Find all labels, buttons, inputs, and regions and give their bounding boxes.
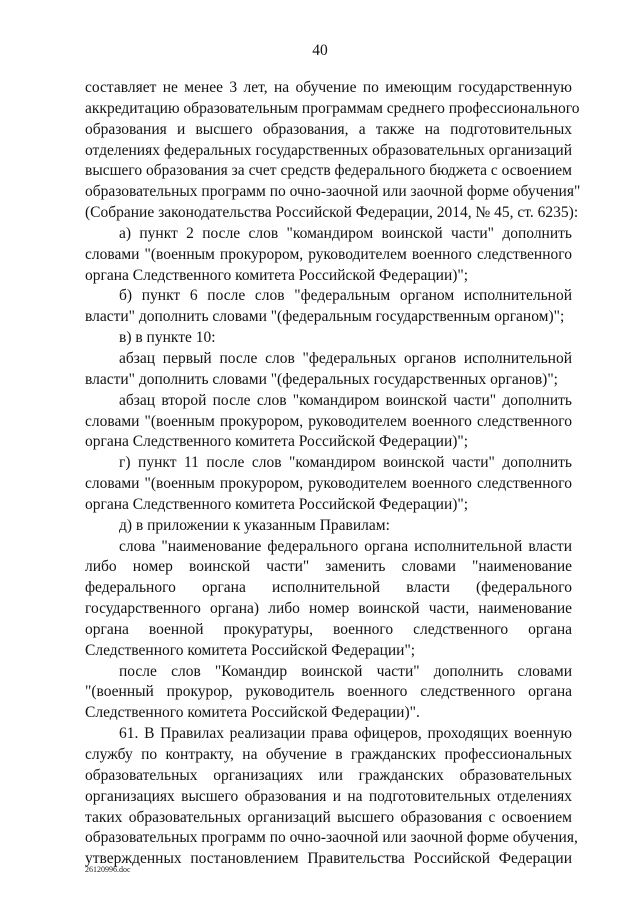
text-line: образовательных программ по очно-заочной или заочной форме обучения,: [85, 829, 578, 847]
text-line: абзац второй после слов "командиром воинской части" дополнить: [119, 391, 572, 409]
text-line: организациях высшего образования и на подготовительных отделениях: [85, 787, 572, 805]
text-line: в) в пункте 10:: [119, 329, 216, 347]
text-line: утвержденных постановлением Правительства Российской Федерации: [85, 850, 572, 868]
text-line: федерального органа исполнительной власти (федерального: [85, 579, 572, 597]
text-line: таких образовательных организаций высшего образования с освоением: [85, 808, 572, 826]
text-line: органа военной прокуратуры, военного следственного органа: [85, 620, 572, 638]
text-line: Следственного комитета Российской Федерации)".: [85, 704, 420, 722]
text-line: д) в приложении к указанным Правилам:: [119, 516, 390, 534]
text-line: "(военный прокурор, руководитель военного следственного органа: [85, 683, 572, 701]
text-line: власти" дополнить словами "(федеральным государственным органом)";: [85, 308, 565, 326]
text-line: составляет не менее 3 лет, на обучение по имеющим государственную: [85, 79, 572, 96]
text-line: органа Следственного комитета Российской Федерации)";: [85, 433, 469, 451]
text-line: образовательных программ по очно-заочной или заочной форме обучения": [85, 183, 581, 201]
text-line: а) пункт 2 после слов "командиром воинской части" дополнить: [119, 224, 572, 242]
text-line: либо номер воинской части" заменить словами "наименование: [85, 558, 572, 576]
document-body: [85, 78, 581, 870]
text-line: (Собрание законодательства Российской Федерации, 2014, № 45, ст. 6235):: [85, 204, 579, 222]
text-line: 61. В Правилах реализации права офицеров, проходящих военную: [119, 725, 572, 743]
text-line: б) пункт 6 после слов "федеральным органом исполнительной: [119, 287, 572, 305]
text-line: образования и высшего образования, а также на подготовительных: [85, 120, 572, 138]
page-number: 40: [312, 42, 328, 59]
text-line: образовательных организациях или гражданских образовательных: [85, 766, 572, 784]
text-line: службу по контракту, на обучение в гражданских профессиональных: [85, 746, 572, 763]
text-line: государственного органа) либо номер воинской части, наименование: [85, 600, 572, 618]
text-line: г) пункт 11 после слов "командиром воинской части" дополнить: [119, 454, 572, 472]
text-line: высшего образования за счет средств федерального бюджета с освоением: [85, 162, 572, 180]
text-line: аккредитацию образовательным программам среднего профессионального: [85, 99, 580, 117]
text-line: словами "(военным прокурором, руководителем военного следственного: [85, 412, 572, 430]
footer-filename: 26120996.doc: [85, 865, 131, 874]
text-line: словами "(военным прокурором, руководителем военного следственного: [85, 245, 572, 263]
text-line: органа Следственного комитета Российской Федерации)";: [85, 266, 469, 284]
text-line: после слов "Командир воинской части" дополнить словами: [119, 662, 572, 680]
text-line: власти" дополнить словами "(федеральных государственных органов)";: [85, 370, 558, 388]
text-line: органа Следственного комитета Российской Федерации)";: [85, 495, 469, 513]
text-line: словами "(военным прокурором, руководителем военного следственного: [85, 475, 572, 493]
text-line: слова "наименование федерального органа исполнительной власти: [119, 537, 572, 555]
text-line: отделениях федеральных государственных образовательных организаций: [85, 141, 572, 159]
text-line: Следственного комитета Российской Федерации";: [85, 641, 416, 659]
text-line: абзац первый после слов "федеральных органов исполнительной: [119, 349, 572, 367]
